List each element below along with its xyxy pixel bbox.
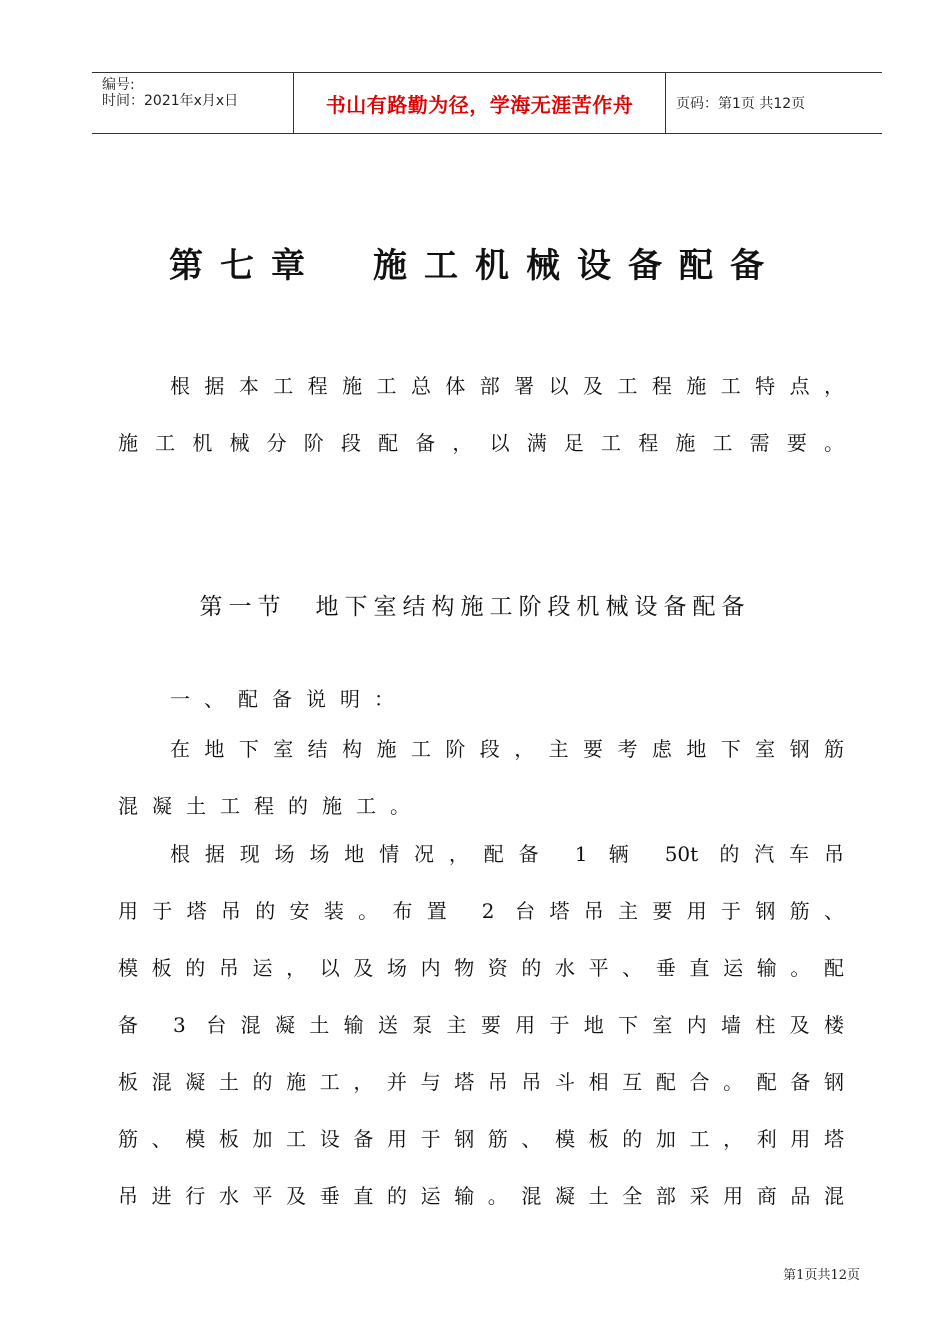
body-line-2: 混凝土工程的施工。	[118, 794, 424, 818]
body-line-3: 根据现场场地情况，配备 1 辆 50t 的汽车吊	[170, 842, 844, 866]
body-line-4: 用于塔吊的安装。布置 2 台塔吊主要用于钢筋、	[118, 899, 844, 923]
body-line-8: 筋、模板加工设备用于钢筋、模板的加工，利用塔	[118, 1127, 844, 1151]
page-header	[92, 72, 882, 134]
chapter-title: 第七章 施工机械设备配备	[169, 246, 781, 286]
intro-line-2: 施工机械分阶段配备，以满足工程施工需要。	[118, 431, 844, 455]
document-time-label: 时间：2021年x月x日	[102, 93, 239, 109]
document-number-label: 编号:	[102, 77, 135, 93]
intro-line-1: 根据本工程施工总体部署以及工程施工特点，	[170, 374, 844, 398]
body-line-9: 吊进行水平及垂直的运输。混凝土全部采用商品混	[118, 1184, 844, 1208]
header-motto: 书山有路勤为径，学海无涯苦作舟	[293, 73, 666, 133]
body-line-5: 模板的吊运，以及场内物资的水平、垂直运输。配	[118, 956, 844, 980]
page-footer: 第1页共12页	[783, 1268, 860, 1283]
subheading: 一、配备说明：	[170, 687, 408, 711]
header-meta	[92, 73, 293, 133]
body-line-7: 板混凝土的施工，并与塔吊吊斗相互配合。配备钢	[118, 1070, 844, 1094]
body-line-1: 在地下室结构施工阶段，主要考虑地下室钢筋	[170, 737, 844, 761]
section-title: 第一节 地下室结构施工阶段机械设备配备	[199, 594, 751, 620]
body-line-6: 备 3 台混凝土输送泵主要用于地下室内墙柱及楼	[118, 1013, 844, 1037]
header-page-number: 页码：第1页 共12页	[676, 96, 806, 112]
